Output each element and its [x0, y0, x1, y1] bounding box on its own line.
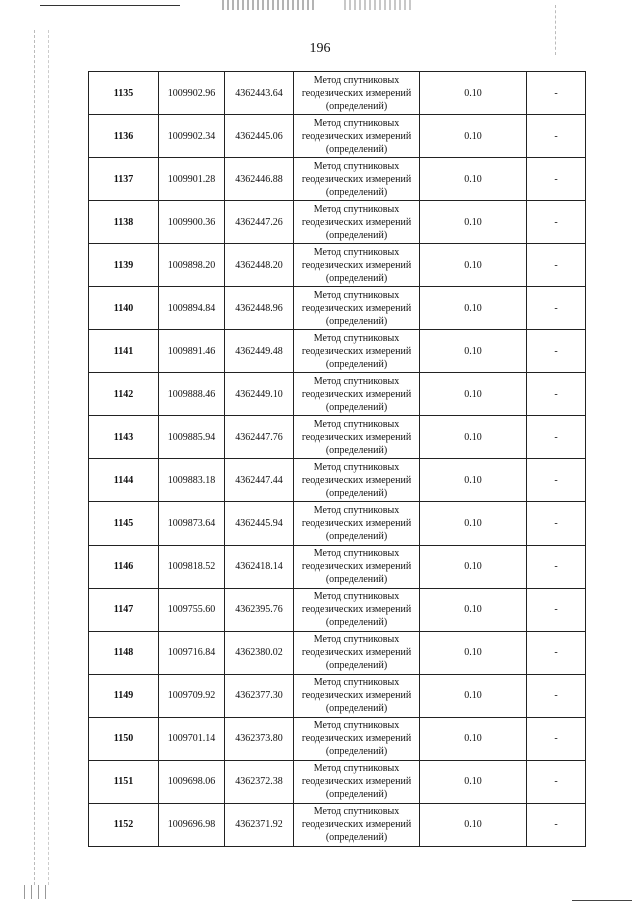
note-cell: - [527, 588, 586, 631]
note-cell: - [527, 158, 586, 201]
method-line-3: (определений) [325, 703, 388, 715]
method-line-3: (определений) [325, 100, 388, 112]
method-line-1: Метод спутниковых [313, 418, 400, 430]
method-cell [294, 717, 420, 760]
accuracy-cell: 0.10 [420, 158, 527, 201]
method-cell [294, 459, 420, 502]
note-cell: - [527, 416, 586, 459]
table-row [89, 674, 586, 717]
method-line-2: геодезических измерений [301, 130, 412, 142]
accuracy-cell: 0.10 [420, 803, 527, 846]
method-line-3: (определений) [325, 617, 388, 629]
scan-artifact-left-edge [48, 30, 49, 885]
point-number-cell: 1140 [89, 287, 159, 330]
point-number-cell: 1141 [89, 330, 159, 373]
table-row [89, 373, 586, 416]
note-cell: - [527, 502, 586, 545]
method-line-3: (определений) [325, 143, 388, 155]
x-coordinate-cell: 1009701.14 [159, 717, 225, 760]
method-line-1: Метод спутниковых [313, 289, 400, 301]
method-line-1: Метод спутниковых [313, 634, 400, 646]
method-cell [294, 330, 420, 373]
x-coordinate-cell: 1009902.34 [159, 115, 225, 158]
method-line-3: (определений) [325, 315, 388, 327]
point-number-cell: 1151 [89, 760, 159, 803]
method-line-2: геодезических измерений [301, 776, 412, 788]
table-row [89, 545, 586, 588]
x-coordinate-cell: 1009894.84 [159, 287, 225, 330]
y-coordinate-cell: 4362448.96 [225, 287, 294, 330]
accuracy-cell: 0.10 [420, 244, 527, 287]
table-row [89, 717, 586, 760]
accuracy-cell: 0.10 [420, 287, 527, 330]
point-number-cell: 1135 [89, 72, 159, 115]
method-line-2: геодезических измерений [301, 259, 412, 271]
table-row [89, 803, 586, 846]
method-cell [294, 115, 420, 158]
scan-artifact-left-edge [34, 30, 35, 885]
method-line-2: геодезических измерений [301, 474, 412, 486]
point-number-cell: 1136 [89, 115, 159, 158]
method-line-2: геодезических измерений [301, 431, 412, 443]
accuracy-cell: 0.10 [420, 631, 527, 674]
point-number-cell: 1145 [89, 502, 159, 545]
method-cell [294, 803, 420, 846]
method-line-2: геодезических измерений [301, 388, 412, 400]
x-coordinate-cell: 1009873.64 [159, 502, 225, 545]
y-coordinate-cell: 4362380.02 [225, 631, 294, 674]
coordinates-table-body [89, 72, 586, 847]
note-cell: - [527, 72, 586, 115]
point-number-cell: 1149 [89, 674, 159, 717]
y-coordinate-cell: 4362449.10 [225, 373, 294, 416]
x-coordinate-cell: 1009883.18 [159, 459, 225, 502]
y-coordinate-cell: 4362372.38 [225, 760, 294, 803]
method-line-3: (определений) [325, 746, 388, 758]
scan-artifact-bottom-line [572, 900, 632, 901]
accuracy-cell: 0.10 [420, 330, 527, 373]
method-line-1: Метод спутниковых [313, 806, 400, 818]
method-line-3: (определений) [325, 401, 388, 413]
x-coordinate-cell: 1009891.46 [159, 330, 225, 373]
method-cell [294, 588, 420, 631]
method-line-2: геодезических измерений [301, 647, 412, 659]
y-coordinate-cell: 4362395.76 [225, 588, 294, 631]
table-row [89, 502, 586, 545]
note-cell: - [527, 717, 586, 760]
method-line-3: (определений) [325, 660, 388, 672]
x-coordinate-cell: 1009885.94 [159, 416, 225, 459]
x-coordinate-cell: 1009898.20 [159, 244, 225, 287]
method-line-3: (определений) [325, 186, 388, 198]
method-cell [294, 416, 420, 459]
method-line-2: геодезических измерений [301, 345, 412, 357]
method-cell [294, 287, 420, 330]
note-cell: - [527, 545, 586, 588]
note-cell: - [527, 330, 586, 373]
x-coordinate-cell: 1009696.98 [159, 803, 225, 846]
scan-artifact-top-noise [344, 0, 414, 10]
method-cell [294, 201, 420, 244]
method-line-3: (определений) [325, 574, 388, 586]
method-line-1: Метод спутниковых [313, 203, 400, 215]
scan-artifact-bottom-marks [24, 885, 50, 899]
method-cell [294, 373, 420, 416]
point-number-cell: 1147 [89, 588, 159, 631]
note-cell: - [527, 760, 586, 803]
table-row [89, 760, 586, 803]
method-line-3: (определений) [325, 272, 388, 284]
accuracy-cell: 0.10 [420, 760, 527, 803]
x-coordinate-cell: 1009698.06 [159, 760, 225, 803]
method-line-2: геодезических измерений [301, 302, 412, 314]
note-cell: - [527, 244, 586, 287]
note-cell: - [527, 803, 586, 846]
method-line-3: (определений) [325, 832, 388, 844]
method-line-1: Метод спутниковых [313, 677, 400, 689]
method-line-2: геодезических измерений [301, 561, 412, 573]
table-row [89, 115, 586, 158]
table-row [89, 201, 586, 244]
note-cell: - [527, 459, 586, 502]
method-cell [294, 674, 420, 717]
x-coordinate-cell: 1009818.52 [159, 545, 225, 588]
accuracy-cell: 0.10 [420, 459, 527, 502]
accuracy-cell: 0.10 [420, 545, 527, 588]
accuracy-cell: 0.10 [420, 717, 527, 760]
method-line-2: геодезических измерений [301, 819, 412, 831]
accuracy-cell: 0.10 [420, 201, 527, 244]
y-coordinate-cell: 4362418.14 [225, 545, 294, 588]
y-coordinate-cell: 4362445.94 [225, 502, 294, 545]
method-line-3: (определений) [325, 530, 388, 542]
table-row [89, 158, 586, 201]
method-cell [294, 631, 420, 674]
y-coordinate-cell: 4362447.76 [225, 416, 294, 459]
method-line-1: Метод спутниковых [313, 504, 400, 516]
point-number-cell: 1138 [89, 201, 159, 244]
x-coordinate-cell: 1009900.36 [159, 201, 225, 244]
note-cell: - [527, 115, 586, 158]
table-row [89, 287, 586, 330]
table-row [89, 72, 586, 115]
scan-artifact-top-noise [222, 0, 314, 10]
method-line-2: геодезических измерений [301, 87, 412, 99]
x-coordinate-cell: 1009755.60 [159, 588, 225, 631]
x-coordinate-cell: 1009716.84 [159, 631, 225, 674]
point-number-cell: 1152 [89, 803, 159, 846]
x-coordinate-cell: 1009901.28 [159, 158, 225, 201]
y-coordinate-cell: 4362445.06 [225, 115, 294, 158]
method-line-1: Метод спутниковых [313, 375, 400, 387]
method-line-2: геодезических измерений [301, 517, 412, 529]
y-coordinate-cell: 4362447.26 [225, 201, 294, 244]
y-coordinate-cell: 4362371.92 [225, 803, 294, 846]
method-line-1: Метод спутниковых [313, 160, 400, 172]
accuracy-cell: 0.10 [420, 115, 527, 158]
table-row [89, 416, 586, 459]
method-line-1: Метод спутниковых [313, 246, 400, 258]
x-coordinate-cell: 1009709.92 [159, 674, 225, 717]
table-row [89, 631, 586, 674]
note-cell: - [527, 373, 586, 416]
point-number-cell: 1144 [89, 459, 159, 502]
accuracy-cell: 0.10 [420, 72, 527, 115]
y-coordinate-cell: 4362447.44 [225, 459, 294, 502]
method-line-1: Метод спутниковых [313, 461, 400, 473]
point-number-cell: 1148 [89, 631, 159, 674]
y-coordinate-cell: 4362448.20 [225, 244, 294, 287]
method-cell [294, 244, 420, 287]
method-line-1: Метод спутниковых [313, 74, 400, 86]
method-line-3: (определений) [325, 358, 388, 370]
method-cell [294, 502, 420, 545]
accuracy-cell: 0.10 [420, 502, 527, 545]
table-row [89, 459, 586, 502]
point-number-cell: 1142 [89, 373, 159, 416]
method-cell [294, 545, 420, 588]
accuracy-cell: 0.10 [420, 416, 527, 459]
point-number-cell: 1139 [89, 244, 159, 287]
point-number-cell: 1146 [89, 545, 159, 588]
point-number-cell: 1143 [89, 416, 159, 459]
page-number: 196 [309, 41, 331, 56]
y-coordinate-cell: 4362443.64 [225, 72, 294, 115]
method-line-1: Метод спутниковых [313, 117, 400, 129]
method-line-3: (определений) [325, 229, 388, 241]
accuracy-cell: 0.10 [420, 674, 527, 717]
method-line-2: геодезических измерений [301, 173, 412, 185]
method-cell [294, 760, 420, 803]
x-coordinate-cell: 1009902.96 [159, 72, 225, 115]
table-row [89, 244, 586, 287]
method-line-2: геодезических измерений [301, 733, 412, 745]
accuracy-cell: 0.10 [420, 588, 527, 631]
note-cell: - [527, 201, 586, 244]
method-line-1: Метод спутниковых [313, 720, 400, 732]
table-row [89, 330, 586, 373]
table-row [89, 588, 586, 631]
method-line-2: геодезических измерений [301, 690, 412, 702]
point-number-cell: 1137 [89, 158, 159, 201]
method-line-1: Метод спутниковых [313, 548, 400, 560]
y-coordinate-cell: 4362377.30 [225, 674, 294, 717]
accuracy-cell: 0.10 [420, 373, 527, 416]
scan-artifact-top-line [40, 5, 180, 6]
method-line-1: Метод спутниковых [313, 763, 400, 775]
method-line-1: Метод спутниковых [313, 591, 400, 603]
y-coordinate-cell: 4362449.48 [225, 330, 294, 373]
method-line-3: (определений) [325, 789, 388, 801]
method-cell [294, 72, 420, 115]
method-line-3: (определений) [325, 487, 388, 499]
method-cell [294, 158, 420, 201]
method-line-2: геодезических измерений [301, 604, 412, 616]
y-coordinate-cell: 4362446.88 [225, 158, 294, 201]
coordinates-table [88, 71, 586, 847]
y-coordinate-cell: 4362373.80 [225, 717, 294, 760]
note-cell: - [527, 674, 586, 717]
note-cell: - [527, 287, 586, 330]
method-line-2: геодезических измерений [301, 216, 412, 228]
note-cell: - [527, 631, 586, 674]
method-line-3: (определений) [325, 444, 388, 456]
x-coordinate-cell: 1009888.46 [159, 373, 225, 416]
method-line-1: Метод спутниковых [313, 332, 400, 344]
point-number-cell: 1150 [89, 717, 159, 760]
